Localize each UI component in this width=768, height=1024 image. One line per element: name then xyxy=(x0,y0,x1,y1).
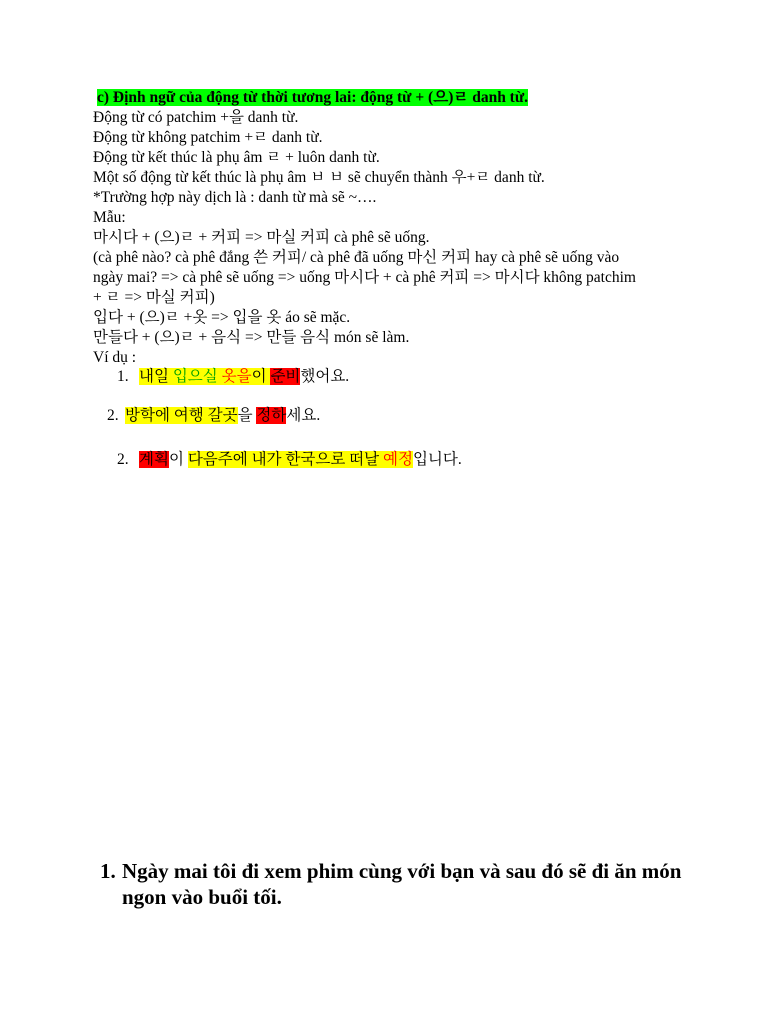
example-label: Ví dụ : xyxy=(93,349,137,366)
rule-line: Động từ kết thúc là phụ âm ㄹ + luôn danh từ. xyxy=(93,149,380,166)
example-fragment: 을 xyxy=(237,407,257,424)
example-fragment: 계획 xyxy=(139,451,169,468)
example-fragment: 내일 xyxy=(139,368,173,385)
section-heading xyxy=(97,88,528,108)
exercise-text: Ngày mai tôi đi xem phim cùng với bạn và sau đó sẽ đi ăn món ngon vào buổi tối. xyxy=(122,859,682,909)
example-number: 2. xyxy=(117,451,129,468)
sample-line: 입다 + (으)ㄹ +옷 => 입을 옷 áo sẽ mặc. xyxy=(93,309,351,326)
example-fragment: 예정 xyxy=(383,451,413,468)
example-item xyxy=(117,367,349,387)
sample-label: Mẫu: xyxy=(93,209,126,226)
example-fragment: 정하 xyxy=(256,407,287,424)
sample-line: ngày mai? => cà phê sẽ uống => uống 마시다 + cà phê 커피 => 마시다 không patchim xyxy=(93,269,636,286)
example-fragment: 입니다. xyxy=(412,451,462,468)
example-fragment: 세요. xyxy=(286,407,321,424)
sample-line: 마시다 + (으)ㄹ + 커피 => 마실 커피 cà phê sẽ uống. xyxy=(93,229,430,246)
example-sentence xyxy=(125,407,320,424)
example-fragment: 다음주에 내가 한국으로 떠날 xyxy=(187,451,383,468)
sample-line: (cà phê nào? cà phê đắng 쓴 커피/ cà phê đã uống 마신 커피 hay cà phê sẽ uống vào xyxy=(93,249,620,266)
example-fragment: 입으실 xyxy=(172,368,222,385)
exercise-number: 1. xyxy=(100,859,116,883)
rule-line: Động từ không patchim +ㄹ danh từ. xyxy=(93,129,323,146)
rule-line: Động từ có patchim +을 danh từ. xyxy=(93,109,299,126)
sample-line: + ㄹ => 마실 커피) xyxy=(93,289,215,306)
example-sentence xyxy=(139,368,349,385)
example-fragment: 했어요. xyxy=(300,368,350,385)
example-fragment: 준비 xyxy=(270,368,301,385)
example-number: 1. xyxy=(117,368,129,385)
example-sentence xyxy=(139,451,462,468)
example-fragment: 이 xyxy=(168,451,188,468)
example-item xyxy=(117,450,462,470)
heading-text: c) Định ngữ của động từ thời tương lai: động từ + (으)ㄹ danh từ. xyxy=(97,89,529,106)
rule-note: *Trường hợp này dịch là : danh từ mà sẽ ~…. xyxy=(93,189,377,206)
example-item xyxy=(107,406,320,426)
example-fragment: 방학에 여행 갈곳 xyxy=(125,407,238,424)
example-number: 2. xyxy=(107,407,119,424)
example-fragment: 이 xyxy=(251,368,271,385)
sample-line: 만들다 + (으)ㄹ + 음식 => 만들 음식 món sẽ làm. xyxy=(93,329,410,346)
rule-line: Một số động từ kết thúc là phụ âm ㅂ ㅂ sẽ chuyển thành 우+ㄹ danh từ. xyxy=(93,169,545,186)
example-fragment: 옷을 xyxy=(221,368,252,385)
